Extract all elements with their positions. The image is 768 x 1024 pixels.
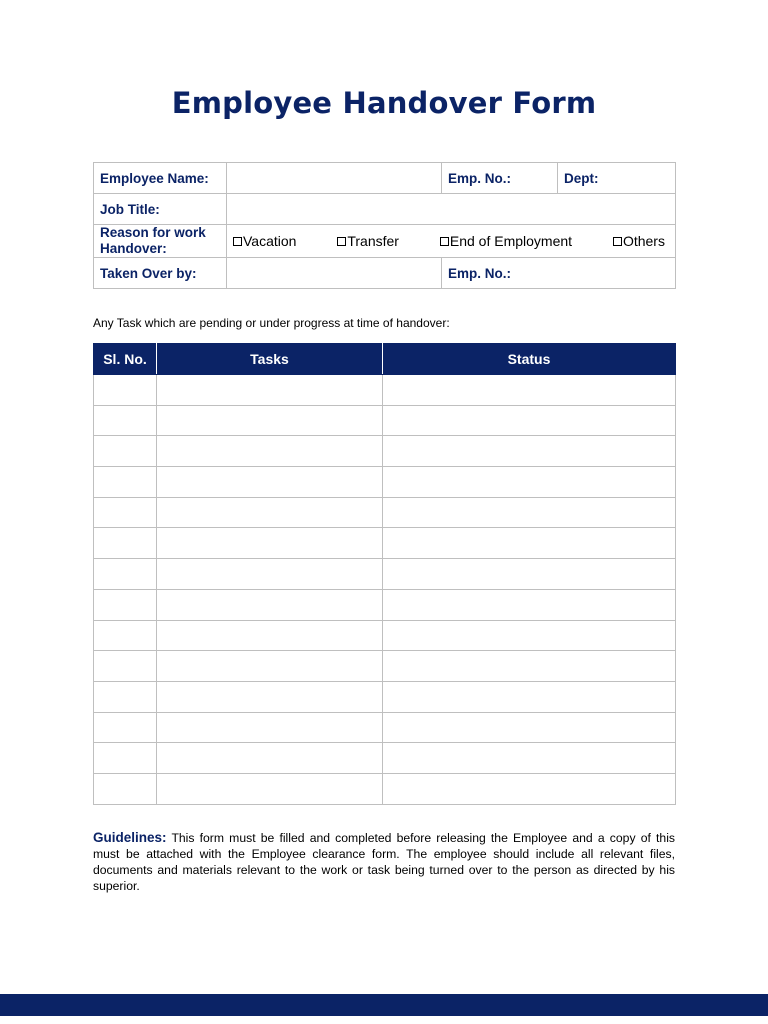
reason-option-label: Vacation	[243, 233, 297, 249]
sl-no-cell[interactable]	[94, 528, 157, 559]
task-cell[interactable]	[157, 528, 383, 559]
status-cell[interactable]	[383, 405, 676, 436]
table-row	[94, 467, 676, 498]
sl-no-cell[interactable]	[94, 743, 157, 774]
status-cell[interactable]	[383, 559, 676, 590]
sl-no-cell[interactable]	[94, 467, 157, 498]
guidelines-label: Guidelines:	[93, 830, 167, 845]
tasks-table	[93, 343, 676, 805]
table-row	[94, 651, 676, 682]
table-row	[94, 497, 676, 528]
reason-option-label: End of Employment	[449, 233, 573, 249]
task-cell[interactable]	[157, 467, 383, 498]
table-row	[94, 528, 676, 559]
sl-no-cell[interactable]	[94, 620, 157, 651]
reason-label: Reason for work Handover:	[94, 225, 227, 258]
checkbox-icon[interactable]	[440, 237, 449, 246]
table-row	[94, 405, 676, 436]
sl-no-cell[interactable]	[94, 773, 157, 804]
taken-over-row	[94, 258, 676, 289]
footer-bar	[0, 994, 768, 1016]
reason-options	[227, 225, 676, 258]
sl-no-cell[interactable]	[94, 405, 157, 436]
tasks-table-header	[94, 344, 676, 375]
table-row	[94, 589, 676, 620]
reason-option-label: Transfer	[347, 233, 399, 249]
reason-option-transfer[interactable]	[337, 233, 399, 249]
emp-no-label[interactable]: Emp. No.:	[442, 163, 558, 194]
status-cell[interactable]	[383, 467, 676, 498]
task-cell[interactable]	[157, 589, 383, 620]
task-cell[interactable]	[157, 497, 383, 528]
status-cell[interactable]	[383, 528, 676, 559]
dept-label[interactable]: Dept:	[558, 163, 676, 194]
employee-info-table	[93, 162, 676, 289]
taken-over-field[interactable]	[227, 258, 442, 289]
tasks-table-body	[94, 375, 676, 805]
sl-no-cell[interactable]	[94, 589, 157, 620]
job-title-label: Job Title:	[94, 194, 227, 225]
reason-option-label: Others	[622, 233, 665, 249]
checkbox-icon[interactable]	[233, 237, 242, 246]
table-row	[94, 436, 676, 467]
job-title-field[interactable]	[227, 194, 676, 225]
column-header-status: Status	[383, 344, 676, 375]
table-row	[94, 773, 676, 804]
task-cell[interactable]	[157, 559, 383, 590]
sl-no-cell[interactable]	[94, 651, 157, 682]
reason-option-others[interactable]	[613, 233, 665, 249]
guidelines	[93, 830, 675, 894]
pending-tasks-note: Any Task which are pending or under progress at time of handover:	[93, 316, 450, 330]
task-cell[interactable]	[157, 405, 383, 436]
table-row	[94, 681, 676, 712]
taken-over-emp-no-label[interactable]: Emp. No.:	[442, 258, 676, 289]
reason-row	[94, 225, 676, 258]
sl-no-cell[interactable]	[94, 497, 157, 528]
status-cell[interactable]	[383, 651, 676, 682]
sl-no-cell[interactable]	[94, 375, 157, 406]
status-cell[interactable]	[383, 620, 676, 651]
employee-name-row	[94, 163, 676, 194]
task-cell[interactable]	[157, 375, 383, 406]
task-cell[interactable]	[157, 681, 383, 712]
checkbox-icon[interactable]	[337, 237, 346, 246]
job-title-row	[94, 194, 676, 225]
status-cell[interactable]	[383, 743, 676, 774]
status-cell[interactable]	[383, 681, 676, 712]
task-cell[interactable]	[157, 620, 383, 651]
table-row	[94, 620, 676, 651]
taken-over-label: Taken Over by:	[94, 258, 227, 289]
status-cell[interactable]	[383, 436, 676, 467]
form-title: Employee Handover Form	[171, 86, 597, 120]
sl-no-cell[interactable]	[94, 681, 157, 712]
checkbox-icon[interactable]	[613, 237, 622, 246]
task-cell[interactable]	[157, 436, 383, 467]
status-cell[interactable]	[383, 712, 676, 743]
sl-no-cell[interactable]	[94, 559, 157, 590]
employee-name-label: Employee Name:	[94, 163, 227, 194]
status-cell[interactable]	[383, 773, 676, 804]
table-row	[94, 712, 676, 743]
table-row	[94, 375, 676, 406]
status-cell[interactable]	[383, 375, 676, 406]
task-cell[interactable]	[157, 712, 383, 743]
status-cell[interactable]	[383, 589, 676, 620]
sl-no-cell[interactable]	[94, 436, 157, 467]
reason-option-end-of-employment[interactable]	[440, 233, 572, 249]
table-row	[94, 559, 676, 590]
status-cell[interactable]	[383, 497, 676, 528]
task-cell[interactable]	[157, 651, 383, 682]
table-row	[94, 743, 676, 774]
reason-option-vacation[interactable]	[233, 233, 296, 249]
sl-no-cell[interactable]	[94, 712, 157, 743]
column-header-sl-no: Sl. No.	[94, 344, 157, 375]
task-cell[interactable]	[157, 743, 383, 774]
column-header-tasks: Tasks	[157, 344, 383, 375]
employee-name-field[interactable]	[227, 163, 442, 194]
guidelines-text: This form must be filled and completed before releasing the Employee and a copy of this must be attached with the Employee clearance form. The employee should include all relevant files, documents and materials relevant to the work or task being turned over to the person as directed by his superior.	[93, 831, 675, 893]
task-cell[interactable]	[157, 773, 383, 804]
